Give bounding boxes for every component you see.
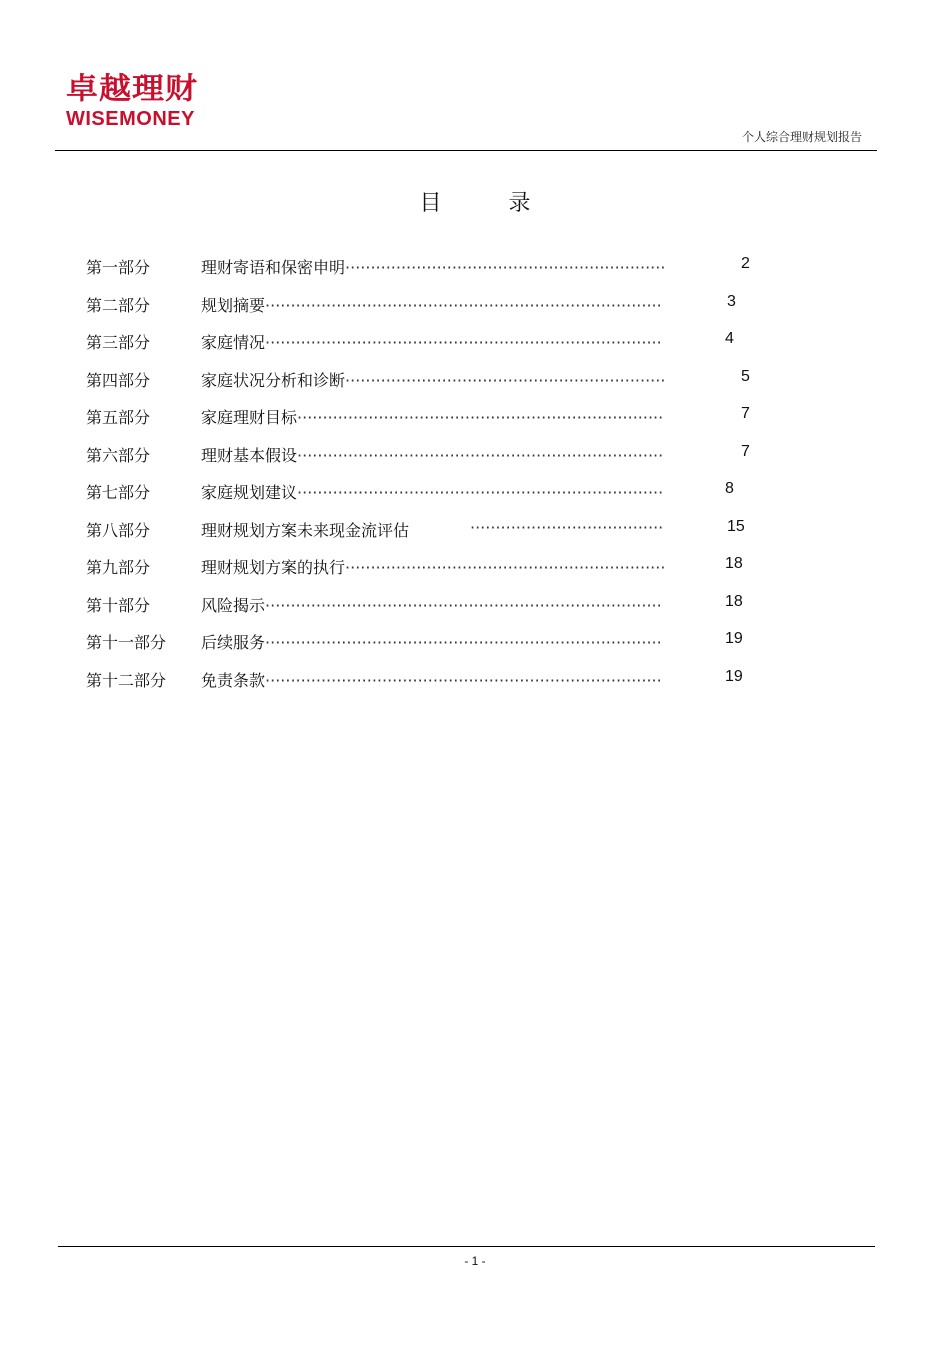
toc-item-title <box>201 443 663 466</box>
toc-item-leader-dots: ·············································································· <box>265 670 662 690</box>
toc-title <box>0 186 950 217</box>
toc-item-part: 第二部分 <box>86 295 151 315</box>
toc-title-left: 目 <box>419 191 442 216</box>
toc-item-leader-dots: ········································································ <box>297 445 664 465</box>
toc-item-title-text: 家庭规划建议 <box>201 483 298 502</box>
toc-item-page-number: 18 <box>725 592 743 610</box>
toc-item-title <box>201 293 662 316</box>
toc-item-leader-dots: ······································ <box>470 517 664 537</box>
toc-item-leader-dots: ·············································································· <box>265 295 662 315</box>
toc-item-page-number: 7 <box>741 405 750 422</box>
toc-item[interactable] <box>86 443 786 481</box>
toc-item[interactable] <box>86 330 786 368</box>
toc-item-page-number: 3 <box>727 292 736 310</box>
toc-item-leader-dots: ·············································································· <box>265 595 662 615</box>
toc-item[interactable] <box>86 593 786 631</box>
toc-item[interactable] <box>86 255 786 293</box>
toc-item-part: 第八部分 <box>86 520 151 540</box>
toc-item[interactable] <box>86 668 786 706</box>
toc-item-leader-dots: ········································································ <box>297 408 664 427</box>
toc-item-title <box>201 368 665 391</box>
toc-item-title-text: 家庭情况 <box>201 333 266 352</box>
toc-item-title-text: 家庭状况分析和诊断 <box>201 370 346 390</box>
toc-item-title-text: 理财寄语和保密申明 <box>201 258 346 277</box>
toc-item-leader-dots: ·············································································· <box>265 333 662 352</box>
toc-item-page-number: 7 <box>741 442 750 460</box>
toc-item-part: 第三部分 <box>86 333 151 352</box>
logo <box>66 72 256 130</box>
toc-item-title-text: 理财基本假设 <box>201 445 298 465</box>
toc-item-part: 第一部分 <box>86 258 151 277</box>
toc-item-part: 第十一部分 <box>86 633 167 652</box>
toc-item[interactable] <box>86 480 786 518</box>
toc-item-title <box>201 405 663 428</box>
toc-item-part: 第六部分 <box>86 445 151 465</box>
toc-item-page-number: 4 <box>725 330 734 347</box>
toc-item-title-text: 家庭理财目标 <box>201 408 298 427</box>
footer-divider <box>58 1246 875 1247</box>
toc-item-title-text: 风险揭示 <box>201 595 266 615</box>
toc-item-title <box>201 255 665 278</box>
toc-item-part: 第十部分 <box>86 595 151 615</box>
toc-item-title <box>201 668 662 691</box>
toc-item-title <box>201 630 662 653</box>
toc-item[interactable] <box>86 630 786 668</box>
page-number: - 1 - <box>464 1254 486 1268</box>
header-divider <box>55 150 877 151</box>
toc-item-page-number: 19 <box>725 630 743 647</box>
toc-item-part: 第四部分 <box>86 370 151 390</box>
toc-item-leader-dots: ·············································································· <box>265 633 662 652</box>
toc-item[interactable] <box>86 555 786 593</box>
toc-item-page-number: 2 <box>741 255 750 272</box>
toc-item-title-text: 理财规划方案未来现金流评估 <box>201 520 410 540</box>
toc-item-part: 第十二部分 <box>86 670 167 690</box>
toc-item-part: 第九部分 <box>86 558 151 577</box>
toc-item-title <box>201 593 662 616</box>
toc-item-leader-dots: ······························································· <box>345 370 666 390</box>
toc-item-leader-dots: ········································································ <box>297 483 664 502</box>
toc-item-page-number: 15 <box>727 517 745 535</box>
toc-item-page-number: 5 <box>741 367 750 385</box>
toc-item-title <box>201 555 665 578</box>
toc-item-title-text: 理财规划方案的执行 <box>201 558 346 577</box>
toc-item-page-number: 18 <box>725 555 743 572</box>
toc-item-title <box>201 330 662 353</box>
toc-item-leader-dots: ······························································· <box>345 558 666 577</box>
toc-item-part: 第五部分 <box>86 408 151 427</box>
toc-item[interactable] <box>86 518 786 556</box>
toc-title-right: 录 <box>508 191 531 216</box>
toc-item-page-number: 8 <box>725 480 734 497</box>
logo-chinese-text: 卓越理财 <box>66 71 199 107</box>
toc-item-title-text: 后续服务 <box>201 633 266 652</box>
toc-list <box>86 255 786 705</box>
toc-item-title <box>201 517 664 541</box>
toc-item[interactable] <box>86 368 786 406</box>
toc-item-title-text: 免责条款 <box>201 670 266 690</box>
logo-english-text: WISEMONEY <box>66 108 195 130</box>
toc-item[interactable] <box>86 405 786 443</box>
toc-item-page-number: 19 <box>725 667 743 685</box>
toc-item-title-text: 规划摘要 <box>201 295 266 315</box>
toc-item[interactable] <box>86 293 786 331</box>
toc-item-leader-dots: ······························································· <box>345 258 666 277</box>
toc-item-title <box>201 480 663 503</box>
report-title: 个人综合理财规划报告 <box>741 130 862 144</box>
toc-item-part: 第七部分 <box>86 483 151 502</box>
